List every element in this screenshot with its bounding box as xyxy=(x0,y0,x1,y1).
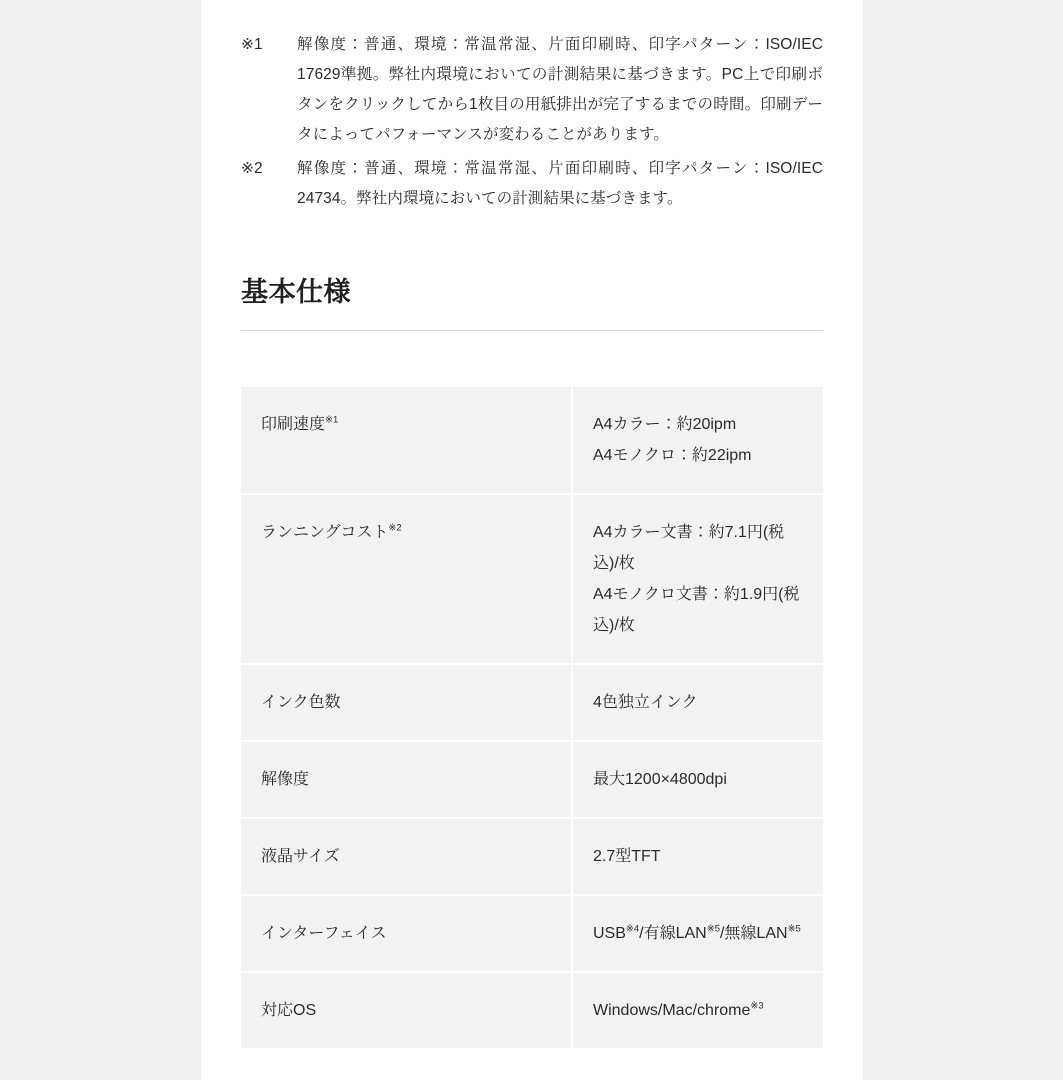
spec-value-cell xyxy=(572,972,823,1049)
spec-label-note: ※2 xyxy=(388,523,402,535)
spec-table-body xyxy=(241,387,823,1049)
spec-value-note: ※3 xyxy=(750,1001,764,1013)
table-row xyxy=(241,387,823,494)
spec-label-cell xyxy=(241,494,572,664)
spec-label-cell xyxy=(241,664,572,741)
spec-value-line: A4カラー文書：約7.1円(税込)/枚 xyxy=(593,524,785,573)
page-title: 基本仕様 xyxy=(241,277,351,307)
footnote-item xyxy=(241,154,823,214)
spec-value-cell xyxy=(572,494,823,664)
spec-value-part: USB xyxy=(593,925,626,943)
table-row xyxy=(241,972,823,1049)
spec-value-cell xyxy=(572,664,823,741)
footnote-text: 解像度：普通、環境：常温常湿、片面印刷時、印字パターン：ISO/IEC 17629準拠。弊社内環境においての計測結果に基づきます。PC上で印刷ボタンをクリックしてから1枚目の用紙排出が完了するまでの時間。印刷データによってパフォーマンスが変わることがあります。 xyxy=(297,36,823,143)
spec-value-line: A4モノクロ文書：約1.9円(税込)/枚 xyxy=(593,586,800,635)
spec-value-part: /無線LAN xyxy=(719,925,788,943)
spec-value-cell xyxy=(572,387,823,494)
spec-value-note: ※5 xyxy=(706,924,720,936)
spec-label: 印刷速度 xyxy=(261,416,326,434)
spec-value-line: 2.7型TFT xyxy=(593,848,661,866)
spec-value-note: ※4 xyxy=(625,924,640,936)
footnote-mark: ※2 xyxy=(241,160,263,177)
section-divider xyxy=(241,330,823,331)
spec-label: 対応OS xyxy=(261,1002,317,1020)
spec-value-cell xyxy=(572,895,823,972)
table-row xyxy=(241,494,823,664)
spec-table xyxy=(241,387,823,1050)
spec-label: インターフェイス xyxy=(261,925,387,943)
spec-value-note: ※5 xyxy=(787,924,801,936)
spec-value-part: Windows/Mac/chrome xyxy=(593,1002,751,1020)
document-content xyxy=(201,0,863,1050)
spec-label-cell xyxy=(241,818,572,895)
table-row xyxy=(241,741,823,818)
spec-label-note: ※1 xyxy=(325,415,339,427)
footnote-item xyxy=(241,30,823,150)
spec-label: 解像度 xyxy=(261,771,310,789)
footnote-mark: ※1 xyxy=(241,36,263,53)
spec-label: インク色数 xyxy=(261,694,341,712)
spec-value-line: 最大1200×4800dpi xyxy=(593,771,727,789)
spec-label: 液晶サイズ xyxy=(261,848,340,866)
document-sheet xyxy=(201,0,863,1080)
spec-value-part: /有線LAN xyxy=(639,925,707,943)
footnote-list xyxy=(241,30,823,214)
footnote-text: 解像度：普通、環境：常温常湿、片面印刷時、印字パターン：ISO/IEC 24734。弊社内環境においての計測結果に基づきます。 xyxy=(297,160,823,207)
spec-value-cell xyxy=(572,741,823,818)
spec-value-line: A4カラー：約20ipm xyxy=(593,416,737,434)
spec-value-cell xyxy=(572,818,823,895)
table-row xyxy=(241,818,823,895)
spec-label-cell xyxy=(241,895,572,972)
spec-label: ランニングコスト xyxy=(261,524,389,542)
table-row xyxy=(241,664,823,741)
spec-value-line: A4モノクロ：約22ipm xyxy=(593,447,752,465)
spec-label-cell xyxy=(241,387,572,494)
spec-value-line: 4色独立インク xyxy=(593,694,698,712)
basic-spec-section xyxy=(241,276,823,1050)
spec-label-cell xyxy=(241,741,572,818)
spec-label-cell xyxy=(241,972,572,1049)
table-row xyxy=(241,895,823,972)
